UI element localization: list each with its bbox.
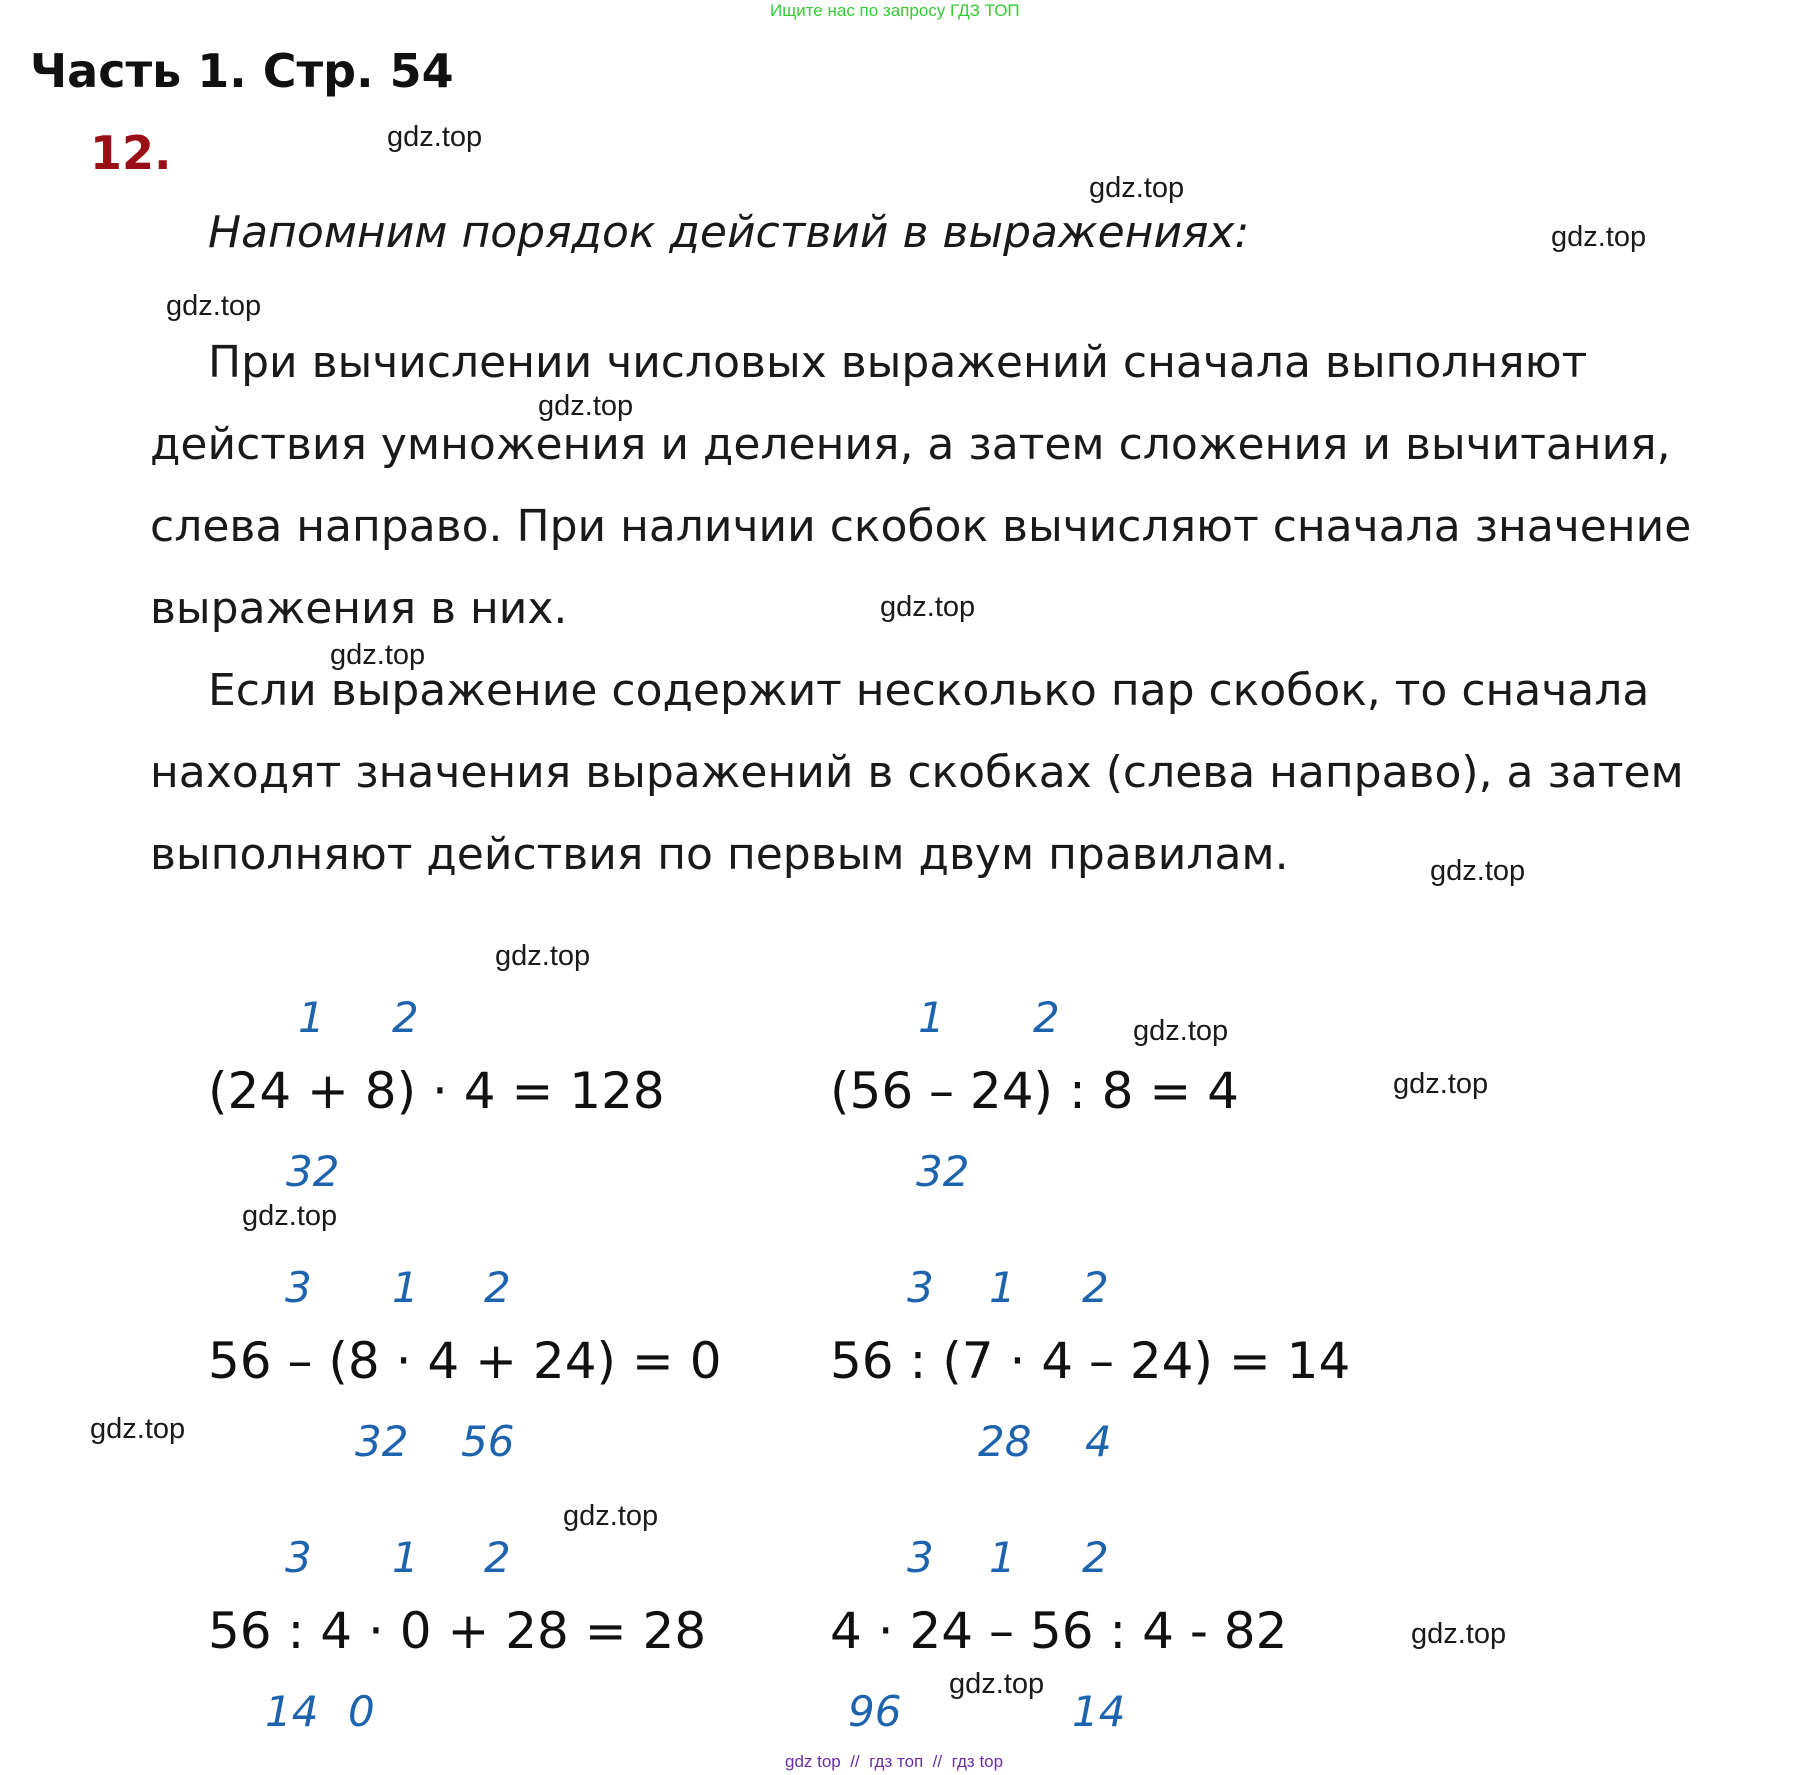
page-title: Часть 1. Стр. 54 <box>30 44 454 98</box>
math-expression: 4 · 24 – 56 : 4 - 82 <box>830 1602 1288 1660</box>
watermark: gdz.top <box>1133 1015 1229 1047</box>
rule-line: Если выражение содержит несколько пар скобок, то сначала <box>208 665 1650 716</box>
math-expression: (56 – 24) : 8 = 4 <box>830 1062 1239 1120</box>
watermark: gdz.top <box>495 940 591 972</box>
rule-line: слева направо. При наличии скобок вычисляют сначала значение <box>150 501 1692 552</box>
watermark: gdz.top <box>1551 221 1647 253</box>
math-expression: 56 : (7 · 4 – 24) = 14 <box>830 1332 1351 1390</box>
watermark: gdz.top <box>1393 1068 1489 1100</box>
watermark: gdz.top <box>1411 1618 1507 1650</box>
action-order-number: 1 <box>392 1533 419 1582</box>
watermark: gdz.top <box>563 1500 659 1532</box>
intermediate-result: 56 <box>461 1417 515 1466</box>
watermark: gdz.top <box>387 121 483 153</box>
intermediate-result: 4 <box>1085 1417 1112 1466</box>
intermediate-result: 32 <box>916 1147 970 1196</box>
intermediate-result: 28 <box>978 1417 1032 1466</box>
watermark: gdz.top <box>949 1668 1045 1700</box>
math-expression: 56 : 4 · 0 + 28 = 28 <box>208 1602 707 1660</box>
intermediate-result: 96 <box>848 1687 902 1736</box>
intermediate-result: 14 <box>265 1687 319 1736</box>
math-expression: 56 – (8 · 4 + 24) = 0 <box>208 1332 722 1390</box>
action-order-number: 2 <box>484 1263 511 1312</box>
task-number: 12. <box>90 126 172 180</box>
action-order-number: 1 <box>989 1263 1016 1312</box>
watermark: gdz.top <box>880 591 976 623</box>
rules-subheading: Напомним порядок действий в выражениях: <box>208 207 1250 258</box>
rule-line: выражения в них. <box>150 583 568 634</box>
action-order-number: 3 <box>907 1263 934 1312</box>
action-order-number: 2 <box>484 1533 511 1582</box>
intermediate-result: 32 <box>355 1417 409 1466</box>
intermediate-result: 32 <box>286 1147 340 1196</box>
watermark: gdz.top <box>166 290 262 322</box>
intermediate-result: 0 <box>348 1687 375 1736</box>
rule-line: выполняют действия по первым двум правилам. <box>150 829 1289 880</box>
watermark: gdz.top <box>1430 855 1526 887</box>
action-order-number: 1 <box>392 1263 419 1312</box>
intermediate-result: 14 <box>1072 1687 1126 1736</box>
action-order-number: 2 <box>1033 993 1060 1042</box>
action-order-number: 1 <box>989 1533 1016 1582</box>
watermark: gdz.top <box>538 390 634 422</box>
action-order-number: 2 <box>1082 1263 1109 1312</box>
top-promo-text: Ищите нас по запросу ГДЗ ТОП <box>770 1 1020 20</box>
action-order-number: 2 <box>392 993 419 1042</box>
watermark: gdz.top <box>1089 172 1185 204</box>
watermark: gdz.top <box>330 639 426 671</box>
watermark: gdz.top <box>242 1200 338 1232</box>
action-order-number: 1 <box>918 993 945 1042</box>
rule-line: При вычислении числовых выражений сначала выполняют <box>208 337 1588 388</box>
math-expression: (24 + 8) · 4 = 128 <box>208 1062 665 1120</box>
action-order-number: 1 <box>298 993 325 1042</box>
bottom-promo-text: gdz top // гдз топ // гдз top <box>785 1752 1004 1771</box>
action-order-number: 3 <box>285 1533 312 1582</box>
watermark: gdz.top <box>90 1413 186 1445</box>
action-order-number: 2 <box>1082 1533 1109 1582</box>
action-order-number: 3 <box>285 1263 312 1312</box>
rule-line: находят значения выражений в скобках (слева направо), а затем <box>150 747 1684 798</box>
rule-line: действия умножения и деления, а затем сложения и вычитания, <box>150 419 1671 470</box>
action-order-number: 3 <box>907 1533 934 1582</box>
